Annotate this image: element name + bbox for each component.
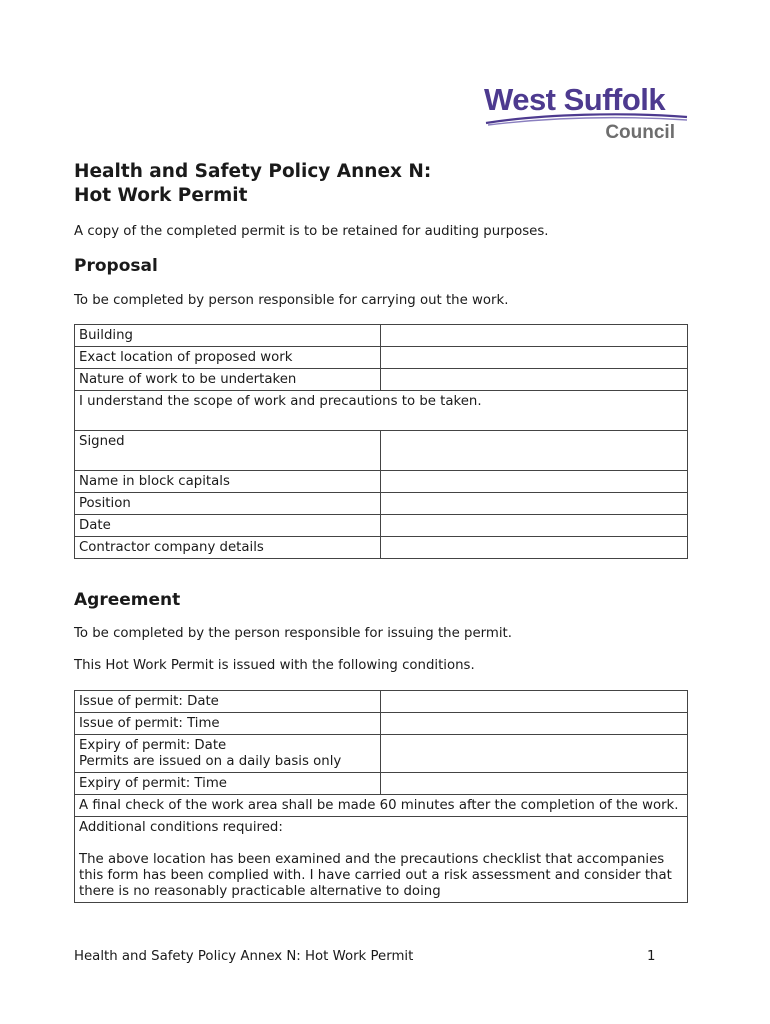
nature-of-work-field[interactable] xyxy=(381,369,688,391)
expiry-time-field[interactable] xyxy=(381,773,688,795)
building-field[interactable] xyxy=(381,325,688,347)
table-row xyxy=(75,471,688,493)
footer-title: Health and Safety Policy Annex N: Hot Work Permit xyxy=(74,949,414,964)
position-field[interactable] xyxy=(381,493,688,515)
row-label: Signed xyxy=(75,431,381,471)
table-row xyxy=(75,817,688,903)
title-line-2: Hot Work Permit xyxy=(74,185,248,206)
page-number: 1 xyxy=(647,949,656,964)
issue-date-field[interactable] xyxy=(381,691,688,713)
proposal-instruction: To be completed by person responsible for carrying out the work. xyxy=(74,293,509,308)
proposal-heading: Proposal xyxy=(74,256,158,276)
page-title xyxy=(74,160,431,208)
row-label: Name in block capitals xyxy=(75,471,381,493)
row-label: Issue of permit: Time xyxy=(75,713,381,735)
table-row xyxy=(75,325,688,347)
row-label: Contractor company details xyxy=(75,537,381,559)
table-row xyxy=(75,431,688,471)
table-row xyxy=(75,391,688,431)
daily-basis-note: Permits are issued on a daily basis only xyxy=(79,754,342,769)
title-line-1: Health and Safety Policy Annex N: xyxy=(74,161,432,182)
table-row xyxy=(75,773,688,795)
intro-text: A copy of the completed permit is to be retained for auditing purposes. xyxy=(74,224,549,239)
name-block-capitals-field[interactable] xyxy=(381,471,688,493)
logo-council: Council xyxy=(605,122,675,143)
date-field[interactable] xyxy=(381,515,688,537)
row-label: Date xyxy=(75,515,381,537)
location-field[interactable] xyxy=(381,347,688,369)
row-label: I understand the scope of work and precautions to be taken. xyxy=(75,391,688,431)
table-row xyxy=(75,713,688,735)
declaration-text: The above location has been examined and the precautions checklist that accompanies this form has been complied with. I have carried out a risk assessment and consider that there is no reasonably practicable alternative to doing xyxy=(79,852,672,899)
additional-conditions-label: Additional conditions required: xyxy=(79,820,283,835)
table-row xyxy=(75,795,688,817)
proposal-table xyxy=(74,324,688,559)
signed-field[interactable] xyxy=(381,431,688,471)
table-row xyxy=(75,691,688,713)
agreement-table xyxy=(74,690,688,903)
expiry-date-label: Expiry of permit: Date xyxy=(79,738,227,753)
row-label: Issue of permit: Date xyxy=(75,691,381,713)
table-row xyxy=(75,735,688,773)
west-suffolk-council-logo xyxy=(484,82,689,148)
logo-name: West Suffolk xyxy=(484,82,666,117)
table-row xyxy=(75,347,688,369)
contractor-details-field[interactable] xyxy=(381,537,688,559)
row-label: Building xyxy=(75,325,381,347)
table-row xyxy=(75,515,688,537)
table-row xyxy=(75,369,688,391)
row-label: Position xyxy=(75,493,381,515)
row-label: Expiry of permit: Time xyxy=(75,773,381,795)
row-label xyxy=(75,735,381,773)
expiry-date-field[interactable] xyxy=(381,735,688,773)
row-label: Exact location of proposed work xyxy=(75,347,381,369)
row-label: Nature of work to be undertaken xyxy=(75,369,381,391)
agreement-heading: Agreement xyxy=(74,590,181,610)
agreement-instruction: To be completed by the person responsible for issuing the permit. xyxy=(74,626,512,641)
table-row xyxy=(75,493,688,515)
conditions-intro: This Hot Work Permit is issued with the following conditions. xyxy=(74,658,475,673)
issue-time-field[interactable] xyxy=(381,713,688,735)
additional-conditions-field[interactable] xyxy=(75,817,688,903)
final-check-note: A final check of the work area shall be made 60 minutes after the completion of the work. xyxy=(75,795,688,817)
table-row xyxy=(75,537,688,559)
